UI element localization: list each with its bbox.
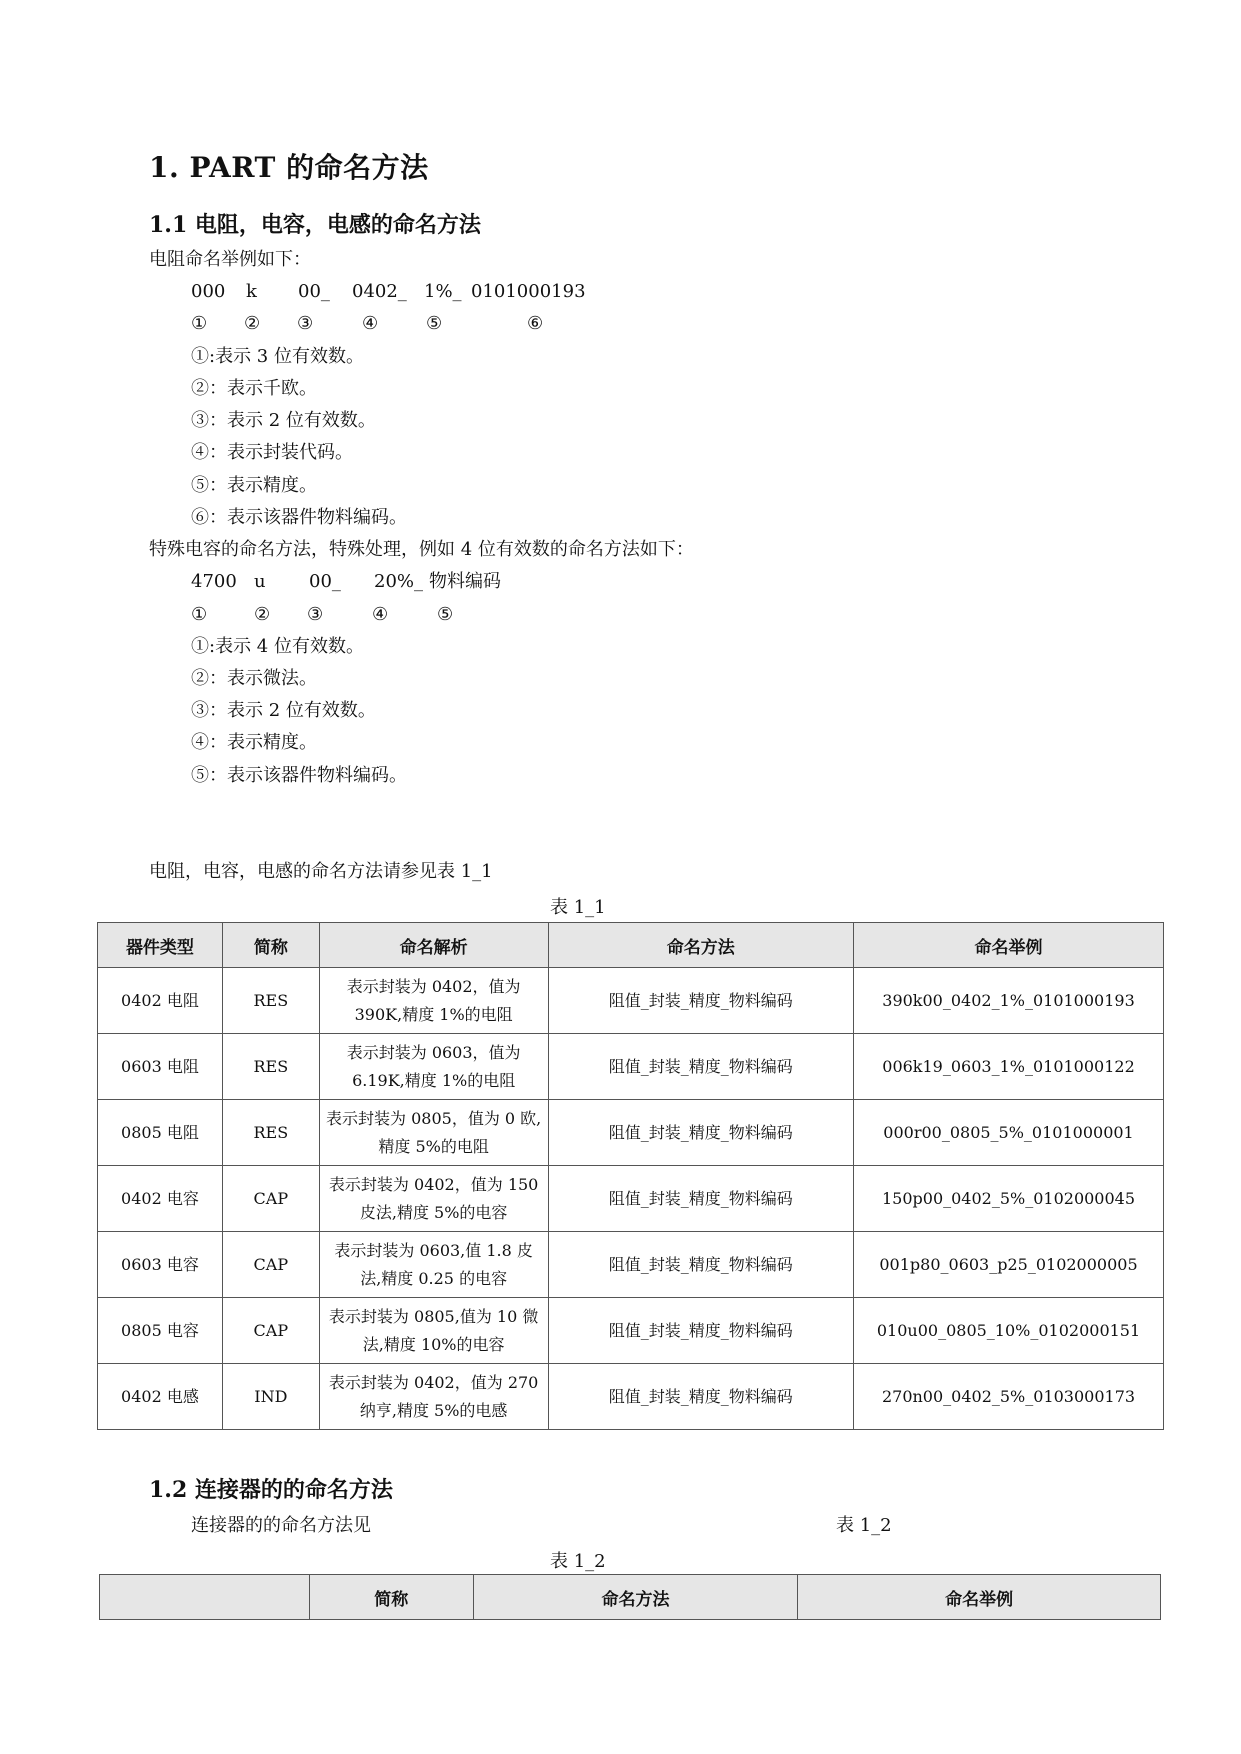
resistor-note: ⑤：表示精度。 [191, 475, 317, 496]
table-cell: 390k00_0402_1%_0101000193 [854, 968, 1164, 1034]
table-cell: 0805 电阻 [98, 1100, 223, 1166]
table-cell: 阻值_封装_精度_物料编码 [548, 1364, 854, 1430]
table-caption: 表 1_1 [550, 897, 606, 918]
table-cell: 表示封装为 0603，值为 6.19K,精度 1%的电阻 [319, 1034, 548, 1100]
mark: ① [191, 313, 208, 334]
resistor-note: ③：表示 2 位有效数。 [191, 410, 376, 431]
heading-1: 1. PART 的命名方法 [149, 151, 429, 184]
table-cell: CAP [222, 1232, 319, 1298]
capacitor-note: ②：表示微法。 [191, 668, 317, 689]
code-part: 1%_ [424, 281, 462, 302]
mark: ⑤ [437, 604, 454, 625]
table-cell: 表示封装为 0805,值为 10 微法,精度 10%的电容 [319, 1298, 548, 1364]
table-cell: 阻值_封装_精度_物料编码 [548, 1298, 854, 1364]
table-cell: 000r00_0805_5%_0101000001 [854, 1100, 1164, 1166]
column-header: 命名举例 [854, 923, 1164, 968]
mark: ② [244, 313, 261, 334]
table-cell: 表示封装为 0805，值为 0 欧,精度 5%的电阻 [319, 1100, 548, 1166]
table-cell: 阻值_封装_精度_物料编码 [548, 1232, 854, 1298]
code-part: u [254, 571, 266, 592]
column-header: 简称 [222, 923, 319, 968]
column-header: 命名解析 [319, 923, 548, 968]
resistor-note: ④：表示封装代码。 [191, 442, 353, 463]
table-cell: CAP [222, 1298, 319, 1364]
heading-1-2: 1.2 连接器的的命名方法 [149, 1477, 393, 1503]
table-cell: 010u00_0805_10%_0102000151 [854, 1298, 1164, 1364]
table-cell: 0603 电容 [98, 1232, 223, 1298]
table-cell: RES [222, 1100, 319, 1166]
table-reference: 电阻，电容，电感的命名方法请参见表 1_1 [149, 861, 493, 882]
column-header: 命名方法 [473, 1575, 798, 1620]
table-cell: 阻值_封装_精度_物料编码 [548, 968, 854, 1034]
mark: ④ [372, 604, 389, 625]
column-header: 器件类型 [98, 923, 223, 968]
column-header: 命名举例 [798, 1575, 1161, 1620]
capacitor-marks [191, 603, 791, 627]
table-cell: RES [222, 968, 319, 1034]
resistor-marks [191, 312, 791, 336]
code-part: 物料编码 [429, 571, 501, 592]
mark: ② [254, 604, 271, 625]
code-part: 0101000193 [471, 281, 586, 302]
resistor-note: ⑥：表示该器件物料编码。 [191, 507, 407, 528]
mark: ⑥ [527, 313, 544, 334]
table-cell: 表示封装为 0402，值为 150 皮法,精度 5%的电容 [319, 1166, 548, 1232]
table-row [98, 968, 1164, 1034]
capacitor-code-example [191, 570, 791, 594]
capacitor-intro: 特殊电容的命名方法，特殊处理，例如 4 位有效数的命名方法如下： [149, 539, 694, 560]
table-cell: CAP [222, 1166, 319, 1232]
table-caption: 表 1_2 [550, 1551, 606, 1572]
mark: ⑤ [426, 313, 443, 334]
capacitor-note: ①:表示 4 位有效数。 [191, 636, 364, 657]
table-row [98, 1034, 1164, 1100]
resistor-code-example [191, 280, 791, 304]
code-part: 20%_ [374, 571, 424, 592]
table-row [98, 1232, 1164, 1298]
capacitor-note: ③：表示 2 位有效数。 [191, 700, 376, 721]
capacitor-note: ⑤：表示该器件物料编码。 [191, 765, 407, 786]
mark: ④ [362, 313, 379, 334]
mark: ① [191, 604, 208, 625]
code-part: k [246, 281, 257, 302]
table-header-row [98, 923, 1164, 968]
connector-table [99, 1574, 1161, 1620]
table-cell: 表示封装为 0402，值为 270 纳亨,精度 5%的电感 [319, 1364, 548, 1430]
resistor-note: ②：表示千欧。 [191, 378, 317, 399]
table-cell: 表示封装为 0402，值为 390K,精度 1%的电阻 [319, 968, 548, 1034]
table-cell: 0603 电阻 [98, 1034, 223, 1100]
column-header: 命名方法 [548, 923, 854, 968]
resistor-note: ①:表示 3 位有效数。 [191, 346, 364, 367]
resistor-intro: 电阻命名举例如下： [149, 249, 311, 270]
column-header: 简称 [309, 1575, 473, 1620]
table-cell: 150p00_0402_5%_0102000045 [854, 1166, 1164, 1232]
table-cell: 0805 电容 [98, 1298, 223, 1364]
table-cell: 0402 电感 [98, 1364, 223, 1430]
table-cell: 0402 电阻 [98, 968, 223, 1034]
heading-1-1: 1.1 电阻，电容，电感的命名方法 [149, 212, 481, 238]
connector-table-ref: 表 1_2 [836, 1515, 892, 1536]
table-row [98, 1298, 1164, 1364]
code-part: 4700 [191, 571, 237, 592]
mark: ③ [297, 313, 314, 334]
table-cell: 阻值_封装_精度_物料编码 [548, 1034, 854, 1100]
table-cell: RES [222, 1034, 319, 1100]
table-cell: 阻值_封装_精度_物料编码 [548, 1166, 854, 1232]
table-cell: 001p80_0603_p25_0102000005 [854, 1232, 1164, 1298]
mark: ③ [307, 604, 324, 625]
table-cell: 阻值_封装_精度_物料编码 [548, 1100, 854, 1166]
code-part: 000 [191, 281, 226, 302]
capacitor-note: ④：表示精度。 [191, 732, 317, 753]
column-header [100, 1575, 310, 1620]
code-part: 00_ [309, 571, 341, 592]
table-row [98, 1166, 1164, 1232]
naming-table [97, 922, 1164, 1430]
table-cell: 006k19_0603_1%_0101000122 [854, 1034, 1164, 1100]
code-part: 00_ [298, 281, 330, 302]
table-row [98, 1100, 1164, 1166]
table-row [98, 1364, 1164, 1430]
connector-intro: 连接器的的命名方法见 [191, 1515, 371, 1536]
table-cell: 表示封装为 0603,值 1.8 皮法,精度 0.25 的电容 [319, 1232, 548, 1298]
table-cell: 270n00_0402_5%_0103000173 [854, 1364, 1164, 1430]
table-cell: IND [222, 1364, 319, 1430]
table-cell: 0402 电容 [98, 1166, 223, 1232]
table-header-row [100, 1575, 1161, 1620]
code-part: 0402_ [352, 281, 407, 302]
